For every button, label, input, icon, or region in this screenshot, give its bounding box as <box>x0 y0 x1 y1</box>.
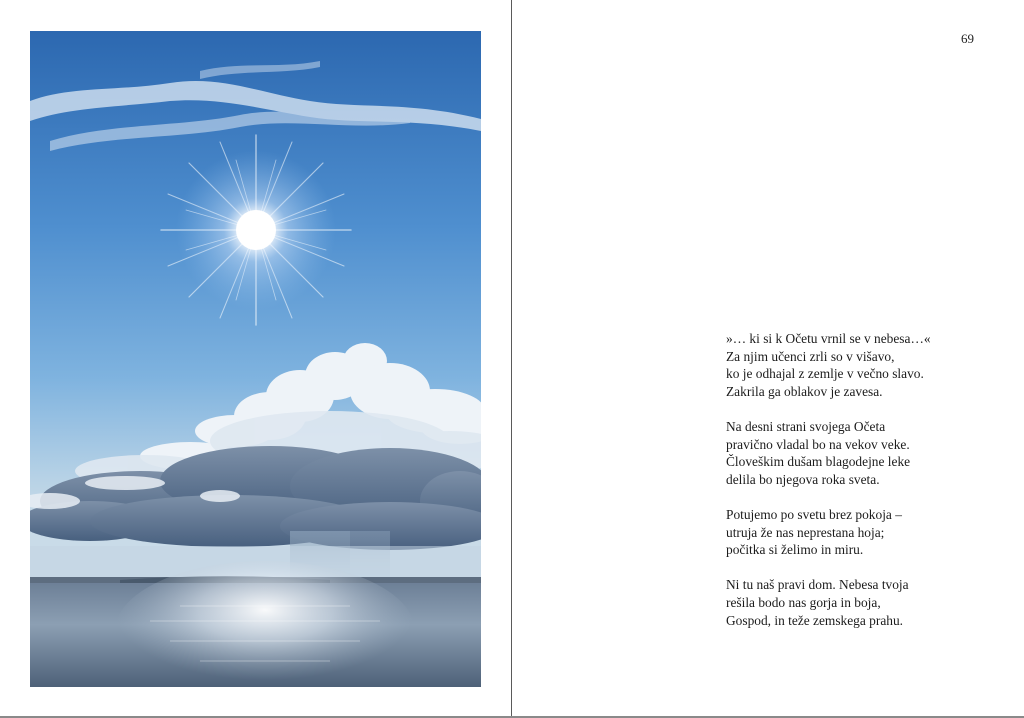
poem-line: počitka si želimo in miru. <box>726 542 864 558</box>
poem-line: Človeškim dušam blagodejne leke <box>726 454 911 470</box>
poem-line: Na desni strani svojega Očeta <box>726 418 886 434</box>
page-number: 69 <box>961 31 974 46</box>
poem-line: utruja že nas neprestana hoja; <box>726 524 885 540</box>
poem-line: »… ki si k Očetu vrnil se v nebesa…« <box>726 331 931 346</box>
sun-sky-sea-photo-icon <box>30 31 481 687</box>
poem-stanza-4 <box>726 576 931 629</box>
poem <box>726 330 931 629</box>
sky-photo <box>30 31 481 687</box>
poem-line: Za njim učenci zrli so v višavo, <box>726 348 895 364</box>
poem-stanza-3 <box>726 506 931 559</box>
poem-line: Potujemo po svetu brez pokoja – <box>726 506 902 522</box>
poem-line: Zakrila ga oblakov je zavesa. <box>726 383 883 399</box>
poem-stanza-2 <box>726 418 931 488</box>
poem-stanza-1 <box>726 330 931 400</box>
poem-line: delila bo njegova roka sveta. <box>726 471 880 487</box>
left-page <box>0 0 511 718</box>
poem-line: pravično vladal bo na vekov veke. <box>726 436 910 452</box>
poem-line: rešila bodo nas gorja in boja, <box>726 594 881 610</box>
poem-line: ko je odhajal z zemlje v večno slavo. <box>726 366 924 382</box>
poem-line: Ni tu naš pravi dom. Nebesa tvoja <box>726 577 909 593</box>
poem-line: Gospod, in teže zemskega prahu. <box>726 612 903 628</box>
